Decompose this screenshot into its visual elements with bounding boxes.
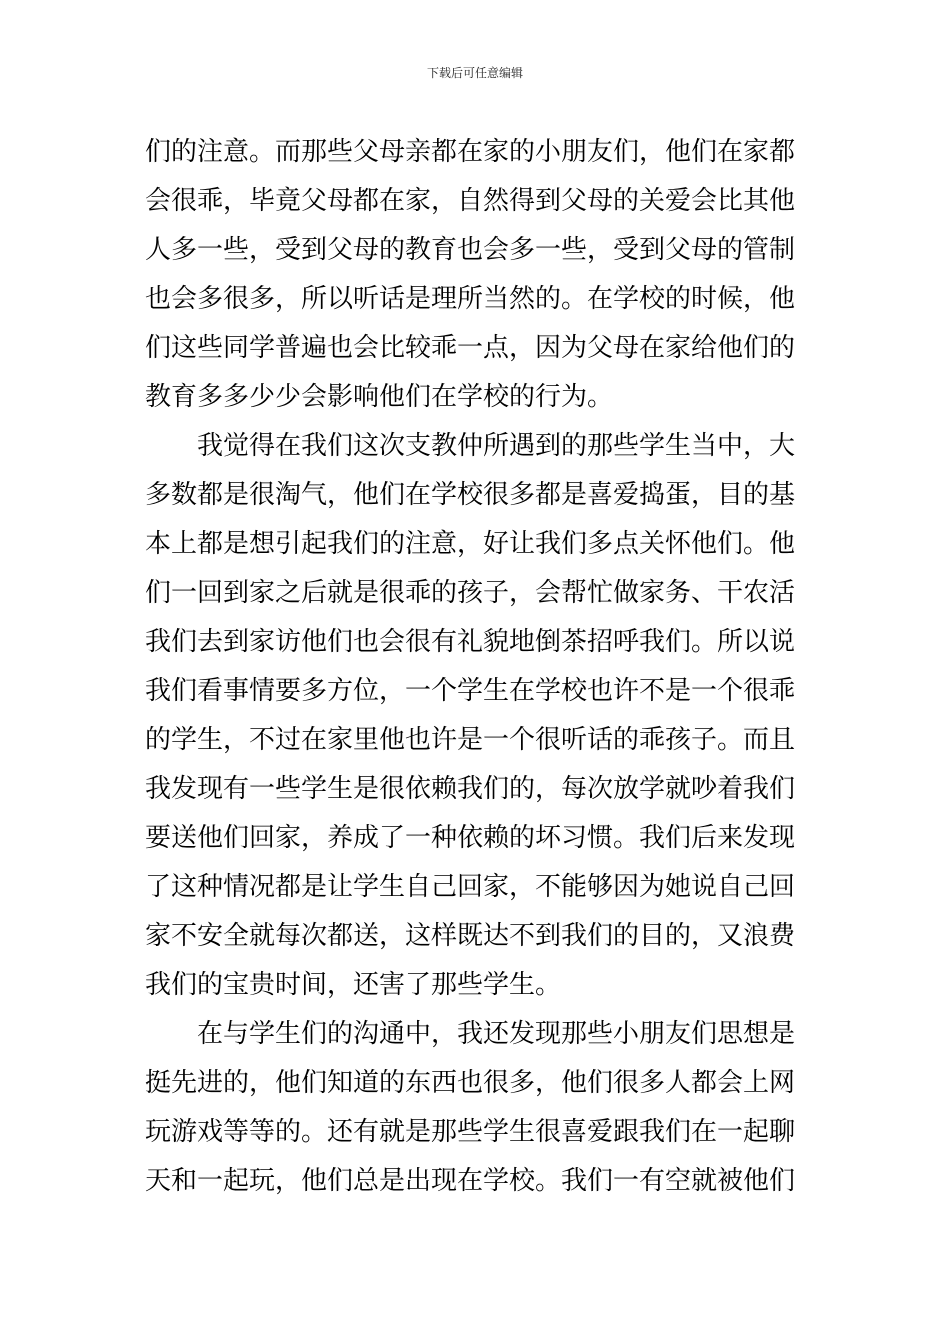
text-line: 们的注意。而那些父母亲都在家的小朋友们，他们在家都 <box>145 137 796 167</box>
text-line: 挺先进的，他们知道的东西也很多，他们很多人都会上网 <box>145 1068 796 1098</box>
text-line: 也会多很多，所以听话是理所当然的。在学校的时候，他 <box>145 284 796 314</box>
text-line: 教育多多少少会影响他们在学校的行为。 <box>145 382 614 412</box>
body-text <box>145 128 811 1206</box>
text-line: 多数都是很淘气，他们在学校很多都是喜爱捣蛋，目的基 <box>145 480 796 510</box>
text-line: 天和一起玩，他们总是出现在学校。我们一有空就被他们 <box>145 1166 796 1196</box>
text-line: 们一回到家之后就是很乖的孩子，会帮忙做家务、干农活 <box>145 578 796 608</box>
text-line: 了这种情况都是让学生自己回家，不能够因为她说自己回 <box>145 872 796 902</box>
text-line: 人多一些，受到父母的教育也会多一些，受到父母的管制 <box>145 235 796 265</box>
text-line: 的学生，不过在家里他也许是一个很听话的乖孩子。而且 <box>145 725 796 755</box>
page-header: 下载后可任意编辑 <box>426 66 523 80</box>
paragraph-start-line: 在与学生们的沟通中，我还发现那些小朋友们思想是 <box>197 1019 796 1049</box>
text-line: 我们看事情要多方位，一个学生在学校也许不是一个很乖 <box>145 676 796 706</box>
text-line: 要送他们回家，养成了一种依赖的坏习惯。我们后来发现 <box>145 823 796 853</box>
text-line: 本上都是想引起我们的注意，好让我们多点关怀他们。他 <box>145 529 796 559</box>
paragraph-start-line: 我觉得在我们这次支教仲所遇到的那些学生当中，大 <box>197 431 796 461</box>
text-line: 我们去到家访他们也会很有礼貌地倒茶招呼我们。所以说 <box>145 627 796 657</box>
text-line: 我们的宝贵时间，还害了那些学生。 <box>145 970 562 1000</box>
text-line: 家不安全就每次都送，这样既达不到我们的目的，又浪费 <box>145 921 796 951</box>
text-line: 会很乖，毕竟父母都在家，自然得到父母的关爱会比其他 <box>145 186 796 216</box>
text-line: 我发现有一些学生是很依赖我们的，每次放学就吵着我们 <box>145 774 796 804</box>
text-line: 玩游戏等等的。还有就是那些学生很喜爱跟我们在一起聊 <box>145 1117 796 1147</box>
text-line: 们这些同学普遍也会比较乖一点，因为父母在家给他们的 <box>145 333 796 363</box>
